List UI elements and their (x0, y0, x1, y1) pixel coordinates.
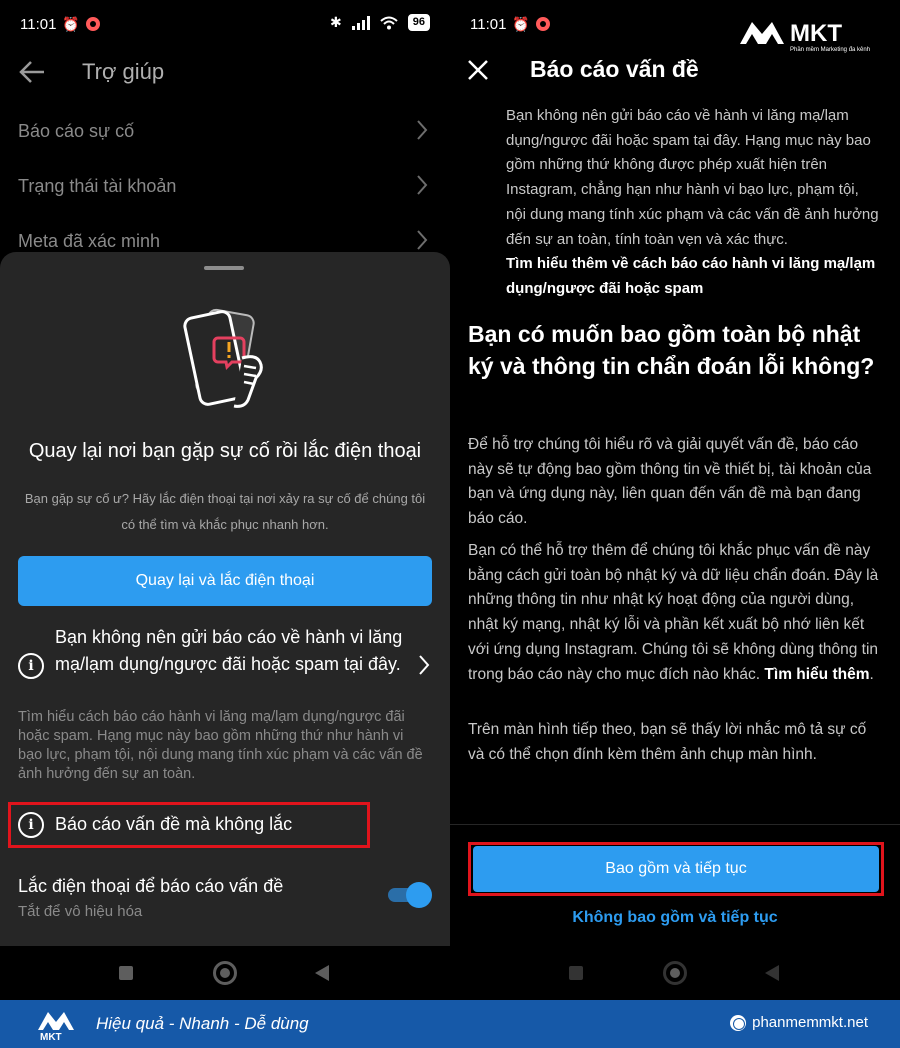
recents-icon[interactable] (569, 966, 583, 980)
sheet-drag-handle[interactable] (204, 266, 244, 270)
wifi-icon (380, 16, 398, 30)
system-nav-bar (0, 946, 450, 1000)
battery-icon: 96 (408, 14, 430, 31)
footer-site-text: phanmemmkt.net (752, 1014, 868, 1031)
recents-icon[interactable] (119, 966, 133, 980)
shake-phone-illustration (182, 304, 272, 419)
chevron-right-icon (416, 229, 428, 251)
status-icons (330, 14, 430, 31)
dont-include-and-continue-button[interactable]: Không bao gồm và tiếp tục (572, 909, 778, 926)
shake-toggle-switch[interactable] (388, 882, 432, 908)
record-icon (536, 17, 550, 31)
mkt-footer-logo (36, 1006, 82, 1042)
chevron-right-icon (416, 174, 428, 196)
body-paragraph-1: Để hỗ trợ chúng tôi hiểu rõ và giải quyết vấn đề, báo cáo này sẽ tự động bao gồm thông tin về thiết bị, tài khoản của bạn và ứng dụng này, liên quan đến vấn đề mà bạn đang báo cáo. (468, 436, 872, 528)
chevron-right-icon (418, 654, 430, 676)
intro-learn-more-link[interactable]: Tìm hiểu thêm về cách báo cáo hành vi lăng mạ/lạm dụng/ngược đãi hoặc spam (506, 255, 876, 297)
home-icon[interactable] (663, 961, 687, 985)
back-icon[interactable] (315, 965, 329, 981)
chevron-right-icon (416, 119, 428, 141)
toggle-subtitle: Tắt để vô hiệu hóa (18, 903, 143, 920)
status-time: 11:01 (470, 16, 507, 33)
abuse-spam-subtext: Tìm hiểu cách báo cáo hành vi lăng mạ/lạm dụng/ngược đãi hoặc spam. Hạng mục này bao gồm những thứ như hành vi bạo lực, phạm tội, nội dung mang tính xúc phạm và các vấn đề ảnh hưởng đến sự an toàn. (18, 709, 423, 782)
shake-to-report-setting (18, 872, 432, 922)
help-item-report[interactable] (18, 111, 432, 151)
sheet-title: Quay lại nơi bạn gặp sự cố rồi lắc điện thoại (28, 440, 422, 462)
logo-subtext: Phần mềm Marketing đa kênh (790, 47, 871, 53)
info-icon: i (18, 653, 44, 679)
mkt-logo (738, 14, 878, 54)
page-title: Báo cáo vấn đề (530, 56, 699, 82)
alarm-icon: ⏰ (512, 16, 530, 32)
body-paragraph-2: Bạn có thể hỗ trợ thêm để chúng tôi khắc phục vấn đề này bằng cách gửi toàn bộ nhật ký và dữ liệu chẩn đoán. Đây là những thông tin như nhật ký hoạt động của người dùng, nhật ký mạng, nhật ký lỗi và phần kết xuất bộ nhớ liên kết với ứng dụng Instagram. Chúng tôi sẽ không dùng thông tin trong báo cáo này cho mục đích nào khác. Tìm hiểu thêm. (468, 542, 879, 683)
info-icon: i (18, 812, 44, 838)
status-bar (20, 14, 430, 36)
help-item-label: Meta đã xác minh (18, 231, 161, 251)
status-time: 11:01 (20, 16, 57, 33)
help-item-label: Trạng thái tài khoản (18, 176, 177, 196)
go-back-and-shake-button[interactable]: Quay lại và lắc điện thoại (18, 556, 432, 606)
footer-logo-text: MKT (40, 1032, 62, 1042)
page-title: Trợ giúp (82, 59, 165, 84)
include-and-continue-button[interactable]: Bao gồm và tiếp tục (473, 846, 879, 892)
divider (450, 824, 900, 825)
alarm-icon: ⏰ (62, 16, 80, 32)
home-icon[interactable] (213, 961, 237, 985)
report-without-shake-label: Báo cáo vấn đề mà không lắc (55, 814, 293, 834)
back-arrow-icon[interactable] (18, 58, 46, 86)
report-without-shake-row[interactable] (18, 808, 348, 842)
learn-more-link[interactable]: Tìm hiểu thêm (764, 665, 870, 683)
right-screen (450, 0, 900, 1000)
body-paragraph-2-text: Bạn có thể hỗ trợ thêm để chúng tôi khắc phục vấn đề này bằng cách gửi toàn bộ nhật ký và dữ liệu chẩn đoán. Đây là những thông tin như nhật ký hoạt động của người dùng, nhật ký mạng, nhật ký lỗi và phần kết xuất bộ nhớ liên kết với ứng dụng Instagram. Chúng tôi sẽ không dùng thông tin trong báo cáo này cho mục đích nào khác. (468, 542, 879, 683)
body-paragraph-3: Trên màn hình tiếp theo, bạn sẽ thấy lời nhắc mô tả sự cố và có thể chọn đính kèm thêm ảnh chụp màn hình. (468, 721, 867, 763)
help-topbar (18, 52, 432, 92)
left-screen (0, 0, 450, 1000)
bluetooth-icon: ✱ (330, 14, 342, 30)
sheet-description: Bạn gặp sự cố ư? Hãy lắc điện thoại tại nơi xảy ra sự cố để chúng tôi có thể tìm và khắc phục nhanh hơn. (24, 491, 426, 532)
intro-text: Bạn không nên gửi báo cáo về hành vi lăng mạ/lạm dụng/ngược đãi hoặc spam tại đây. Hạng mục này bao gồm những thứ không được phép xuất hiện trên Instagram, chẳng hạn như hành vi bạo lực, phạm tội, nội dung mang tính xúc phạm và các vấn đề ảnh hưởng đến sự an toàn, tính toàn vẹn và xác thực. (506, 107, 879, 248)
abuse-spam-notice-row[interactable] (18, 624, 432, 704)
footer-slogan: Hiệu quả - Nhanh - Dễ dùng (96, 1014, 309, 1033)
diagnostics-heading: Bạn có muốn bao gồm toàn bộ nhật ký và thông tin chẩn đoán lỗi không? (468, 321, 875, 379)
globe-icon (730, 1015, 746, 1031)
help-item-label: Báo cáo sự cố (18, 121, 135, 141)
abuse-spam-notice-text: Bạn không nên gửi báo cáo về hành vi lăng mạ/lạm dụng/ngược đãi hoặc spam tại đây. (55, 627, 403, 674)
help-item-account-status[interactable] (18, 166, 432, 206)
shake-bottom-sheet (0, 252, 450, 946)
system-nav-bar (450, 946, 900, 1000)
back-icon[interactable] (765, 965, 779, 981)
brand-footer (0, 1000, 900, 1048)
record-icon (86, 17, 100, 31)
toggle-knob (406, 882, 432, 908)
footer-site[interactable] (730, 1014, 868, 1031)
toggle-title: Lắc điện thoại để báo cáo vấn đề (18, 876, 284, 896)
signal-icon (352, 16, 370, 30)
close-icon[interactable] (466, 58, 490, 82)
intro-paragraph (506, 104, 882, 302)
logo-text: MKT (790, 20, 842, 47)
